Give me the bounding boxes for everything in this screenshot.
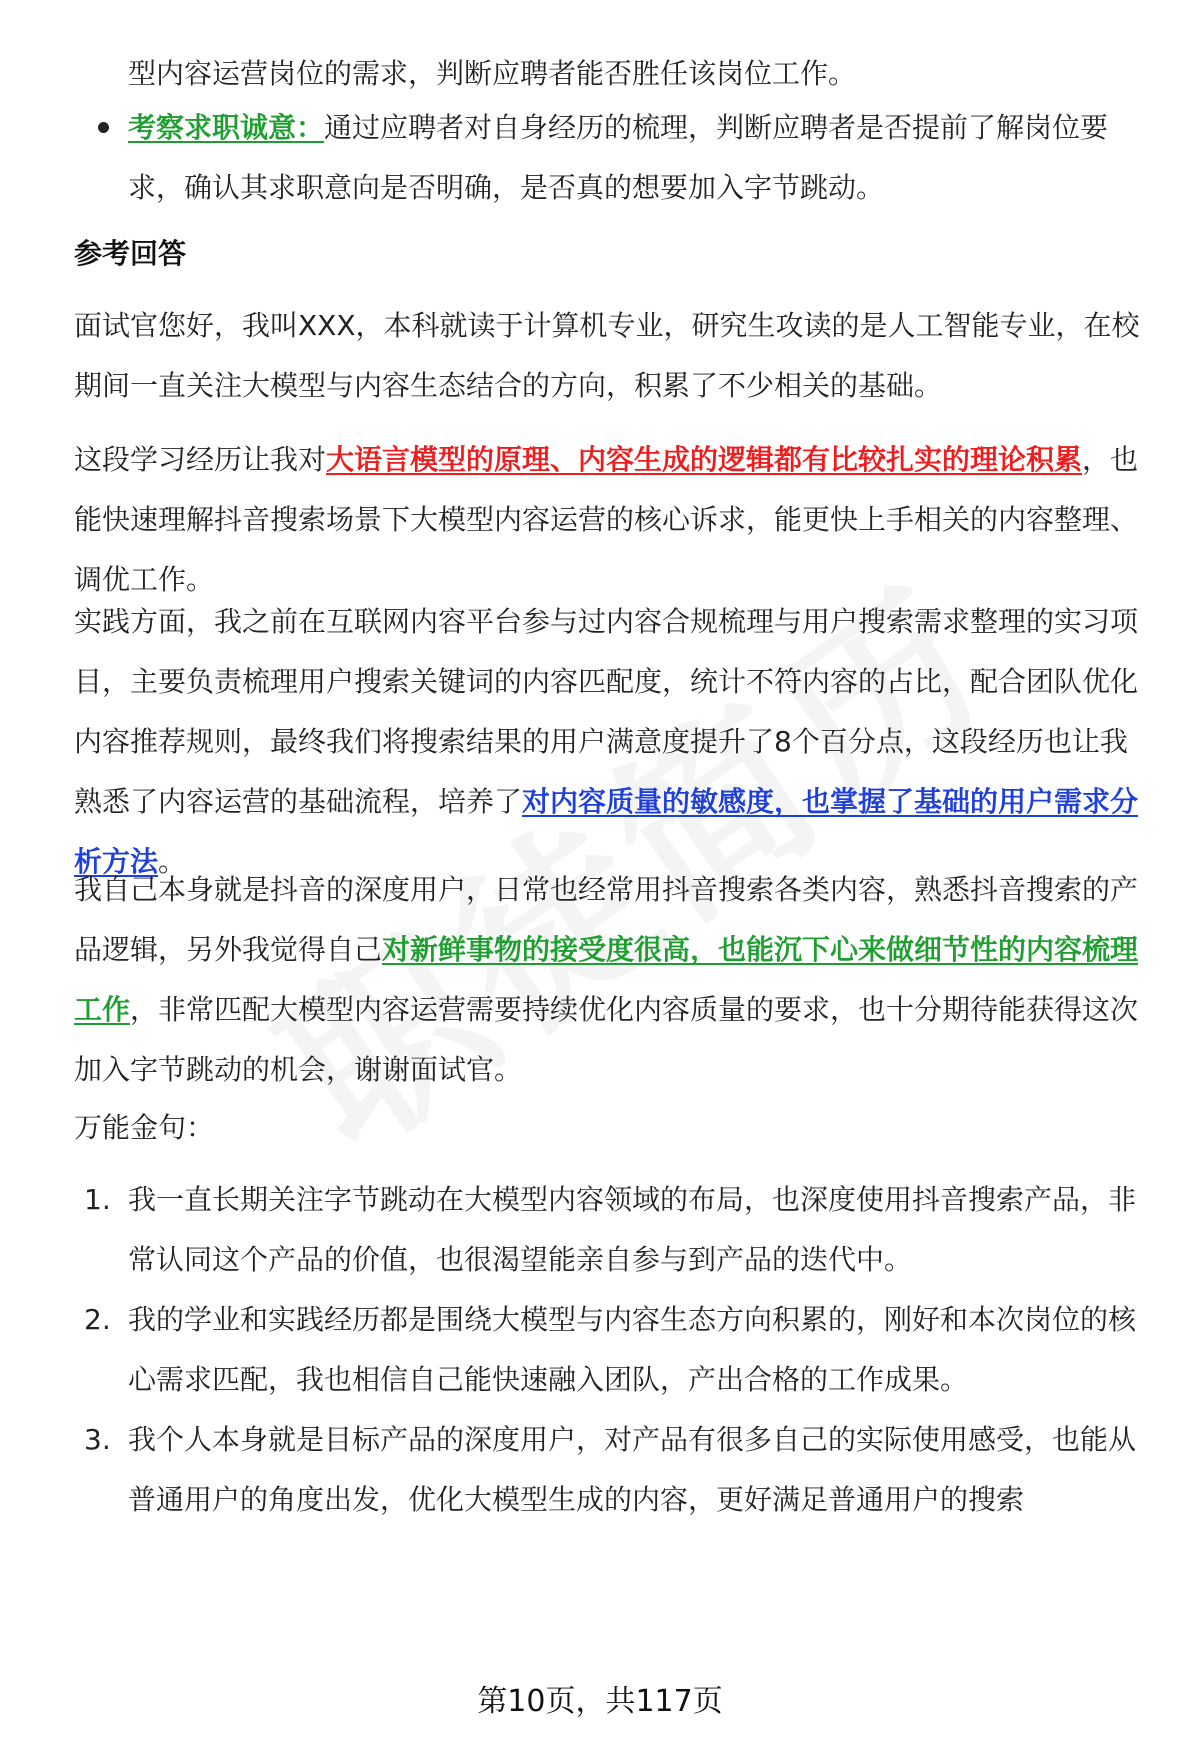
page-number-footer: 第10页，共117页 (477, 1684, 723, 1719)
bullet-continuation: 型内容运营岗位的需求，判断应聘者能否胜任该岗位工作。 (128, 57, 857, 90)
highlight-blue: 对内容质量的敏感度，也掌握了基础的用户需求分析方法 (74, 785, 1139, 878)
paragraph-text: ，非常匹配大模型内容运营需要持续优化内容质量的要求，也十分期待能获得这次加入字节跳动的机会，谢谢面试官。 (74, 993, 1139, 1086)
highlight-green: 对新鲜事物的接受度很高，也能沉下心来做细节性的内容梳理工作 (74, 933, 1139, 1026)
paragraph-text: ，也能快速理解抖音搜索场景下大模型内容运营的核心诉求，能更快上手相关的内容整理、调优工作。 (74, 443, 1139, 596)
list-item: 我的学业和实践经历都是围绕大模型与内容生态方向积累的，刚好和本次岗位的核心需求匹配，我也相信自己能快速融入团队，产出合格的工作成果。 (128, 1303, 1137, 1396)
paragraph-text: 实践方面，我之前在互联网内容平台参与过内容合规梳理与用户搜索需求整理的实习项目，主要负责梳理用户搜索关键词的内容匹配度，统计不符内容的占比，配合团队优化内容推荐规则，最终我们将搜索结果的用户满意度提升了8个百分点，这段经历也让我熟悉了内容运营的基础流程，培养了 (74, 605, 1139, 818)
paragraph-text: 我自己本身就是抖音的深度用户，日常也经常用抖音搜索各类内容，熟悉抖音搜索的产品逻辑，另外我觉得自己 (74, 873, 1139, 966)
list-number: 3. (84, 1423, 111, 1456)
highlight-red: 大语言模型的原理、内容生成的逻辑都有比较扎实的理论积累 (326, 443, 1083, 476)
list-item: 我个人本身就是目标产品的深度用户，对产品有很多自己的实际使用感受，也能从普通用户的角度出发，优化大模型生成的内容，更好满足普通用户的搜索 (128, 1423, 1137, 1516)
list-number: 1. (84, 1183, 111, 1216)
answer-paragraph-2 (74, 430, 1154, 610)
bullet-item-sincerity (128, 98, 1158, 218)
golden-sentences-title: 万能金句： (74, 1111, 215, 1144)
paragraph-text: 这段学习经历让我对 (74, 443, 327, 476)
list-number: 2. (84, 1303, 111, 1336)
paragraph-text: 。 (158, 845, 187, 878)
list-item: 我一直长期关注字节跳动在大模型内容领域的布局，也深度使用抖音搜索产品，非常认同这个产品的价值，也很渴望能亲自参与到产品的迭代中。 (128, 1183, 1137, 1276)
bullet-label: 考察求职诚意： (128, 111, 325, 144)
answer-paragraph-1: 面试官您好，我叫XXX，本科就读于计算机专业，研究生攻读的是人工智能专业，在校期间一直关注大模型与内容生态结合的方向，积累了不少相关的基础。 (74, 309, 1140, 402)
section-heading: 参考回答 (74, 237, 187, 270)
answer-paragraph-4 (74, 860, 1154, 1100)
bullet-body: 通过应聘者对自身经历的梳理，判断应聘者是否提前了解岗位要求，确认其求职意向是否明确，是否真的想要加入字节跳动。 (128, 111, 1109, 204)
answer-paragraph-3 (74, 592, 1154, 892)
bullet-dot (98, 122, 109, 133)
